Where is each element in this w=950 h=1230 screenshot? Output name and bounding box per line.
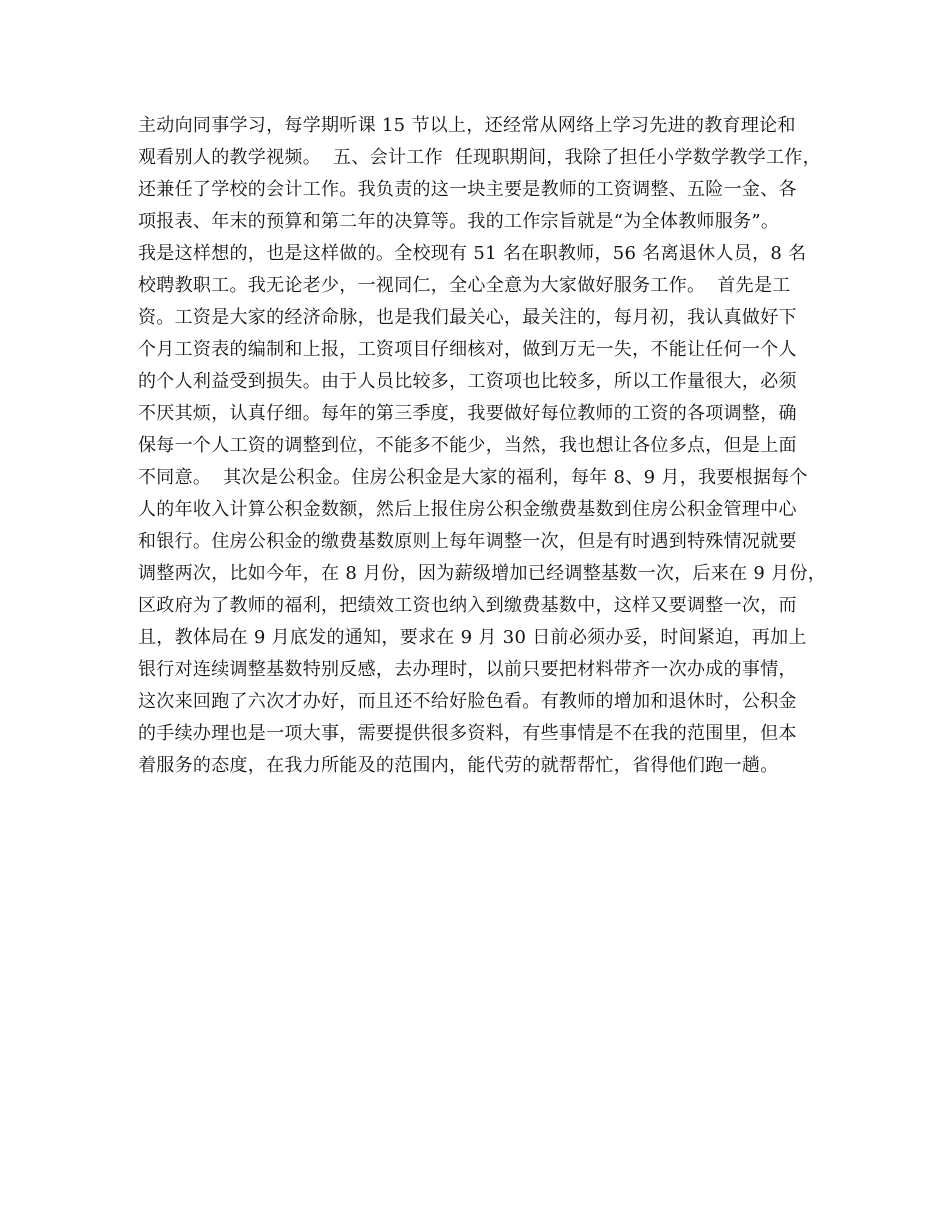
text-line: 项报表、年末的预算和第二年的决算等。我的工作宗旨就是“为全体教师服务”。 xyxy=(138,211,780,232)
text-line: 调整两次，比如今年，在 8 月份，因为薪级增加已经调整基数一次，后来在 9 月份， xyxy=(138,563,827,584)
text-line: 和银行。住房公积金的缴费基数原则上每年调整一次，但是有时遇到特殊情况就要 xyxy=(138,531,797,552)
text-line: 我是这样想的，也是这样做的。全校现有 51 名在职教师，56 名离退休人员，8 名 xyxy=(138,243,807,264)
text-line: 的手续办理也是一项大事，需要提供很多资料，有些事情是不在我的范围里，但本 xyxy=(138,723,797,744)
text-line: 的个人利益受到损失。由于人员比较多，工资项也比较多，所以工作量很大，必须 xyxy=(138,371,797,392)
text-line: 不厌其烦，认真仔细。每年的第三季度，我要做好每位教师的工资的各项调整，确 xyxy=(138,403,797,424)
text-line: 校聘教职工。我无论老少，一视同仁，全心全意为大家做好服务工作。 首先是工 xyxy=(138,275,791,296)
text-line: 主动向同事学习，每学期听课 15 节以上，还经常从网络上学习先进的教育理论和 xyxy=(138,115,796,136)
text-line: 资。工资是大家的经济命脉，也是我们最关心，最关注的，每月初，我认真做好下 xyxy=(138,307,797,328)
text-line: 观看别人的教学视频。 五、会计工作 任现职期间，我除了担任小学数学教学工作， xyxy=(138,147,821,168)
text-line: 还兼任了学校的会计工作。我负责的这一块主要是教师的工资调整、五险一金、各 xyxy=(138,179,797,200)
text-line: 银行对连续调整基数特别反感，去办理时，以前只要把材料带齐一次办成的事情， xyxy=(138,659,797,680)
text-line: 这次来回跑了六次才办好，而且还不给好脸色看。有教师的增加和退休时，公积金 xyxy=(138,691,797,712)
text-line: 且，教体局在 9 月底发的通知，要求在 9 月 30 日前必须办妥，时间紧迫，再加上 xyxy=(138,627,807,648)
text-line: 不同意。 其次是公积金。住房公积金是大家的福利，每年 8、9 月，我要根据每个 xyxy=(138,467,808,488)
text-line: 个月工资表的编制和上报，工资项目仔细核对，做到万无一失，不能让任何一个人 xyxy=(138,339,797,360)
text-line: 区政府为了教师的福利，把绩效工资也纳入到缴费基数中，这样又要调整一次，而 xyxy=(138,595,797,616)
body-text xyxy=(138,110,827,782)
text-line: 人的年收入计算公积金数额，然后上报住房公积金缴费基数到住房公积金管理中心 xyxy=(138,499,797,520)
text-line: 着服务的态度，在我力所能及的范围内，能代劳的就帮帮忙，省得他们跑一趟。 xyxy=(138,755,779,776)
text-line: 保每一个人工资的调整到位，不能多不能少，当然，我也想让各位多点，但是上面 xyxy=(138,435,797,456)
